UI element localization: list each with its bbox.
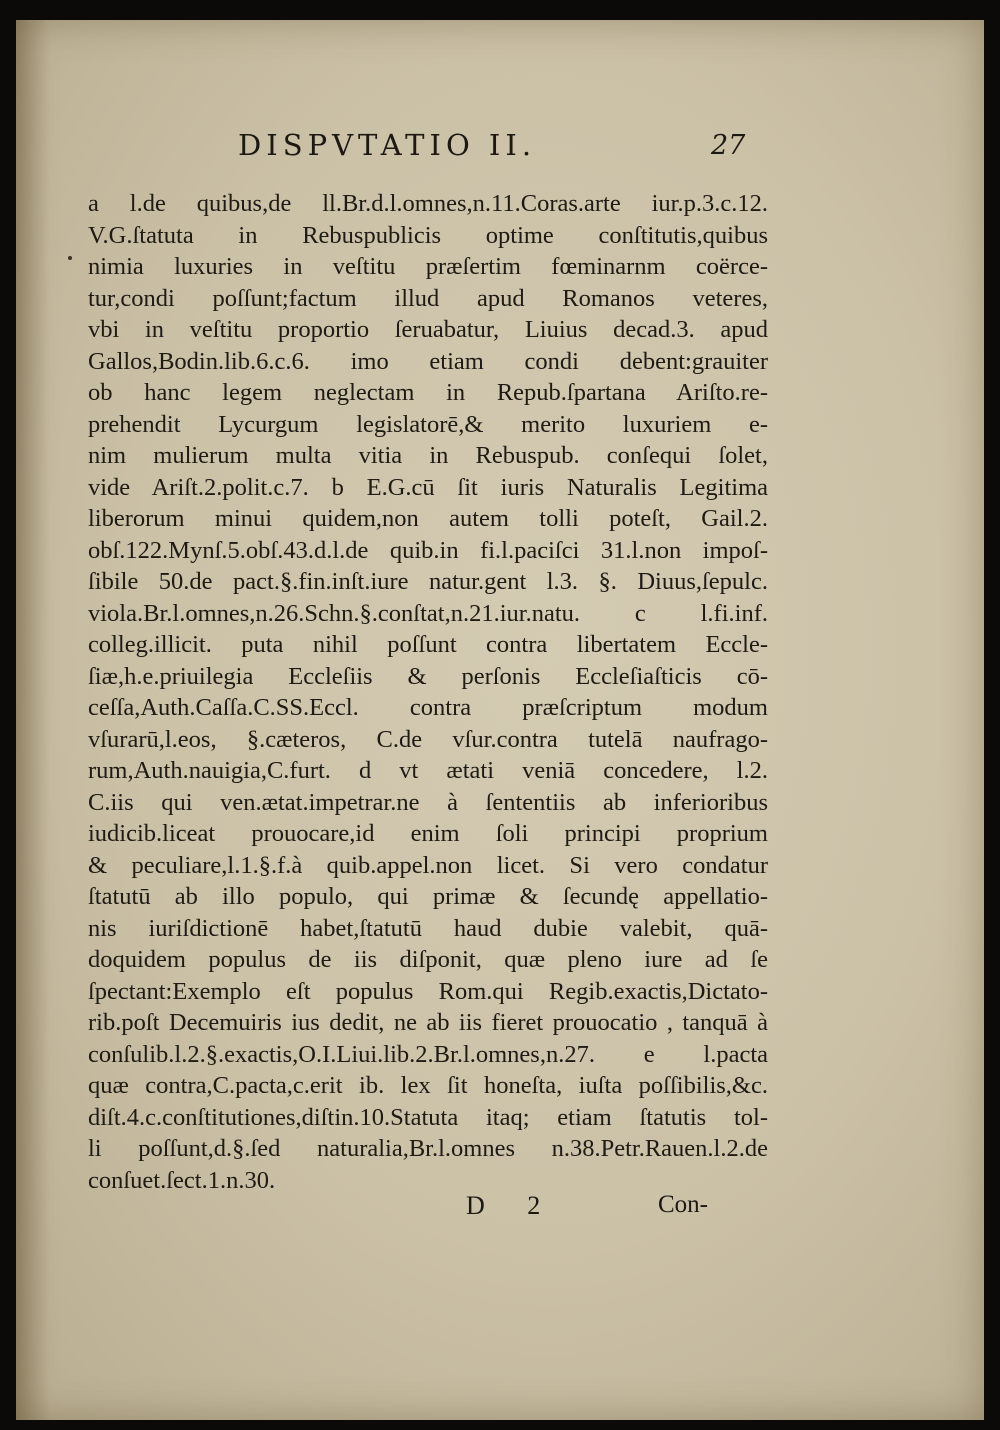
text-line: vbi in veſtitu proportio ſeruabatur, Liuius decad.3. apud — [88, 316, 768, 343]
text-line: nis iuriſdictionē habet,ſtatutū haud dubie valebit, quā- — [88, 914, 768, 942]
text-line: colleg.illicit. puta nihil poſſunt contra libertatem Eccle- — [88, 631, 768, 658]
text-line: conſulib.l.2.§.exactis,O.I.Liui.lib.2.Br.l.omnes,n.27. e l.pacta — [88, 1040, 768, 1068]
text-line: diſt.4.c.conſtitutiones,diſtin.10.Statuta itaq; etiam ſtatutis tol- — [88, 1103, 768, 1131]
text-line: C.iis qui ven.ætat.impetrar.ne à ſententiis ab inferioribus — [88, 788, 768, 816]
text-line: conſuet.ſect.1.n.30. — [88, 1166, 276, 1194]
text-line: ob hanc legem neglectam in Repub.ſpartana Ariſto.re- — [88, 379, 768, 406]
text-line: vide Ariſt.2.polit.c.7. b E.G.cū ſit iuris Naturalis Legitima — [88, 473, 768, 501]
text-line: ſibile 50.de pact.§.fin.inſt.iure natur.gent l.3. §. Diuus,ſepulc. — [88, 568, 768, 595]
text-line: nimia luxuries in veſtitu præſertim fœminarnm coërce- — [88, 253, 768, 280]
text-line: ſpectant:Exemplo eſt populus Rom.qui Regib.exactis,Dictato- — [88, 977, 768, 1005]
running-head — [238, 128, 758, 178]
text-line: nim mulierum multa vitia in Rebuspub. conſequi ſolet, — [88, 442, 768, 469]
text-line: doquidem populus de iis diſponit, quæ pleno iure ad ſe — [88, 946, 768, 973]
page-footer — [0, 1191, 1000, 1231]
catchword: Con- — [658, 1191, 708, 1218]
text-line: iudicib.liceat prouocare,id enim ſoli principi proprium — [88, 820, 768, 847]
running-title: DISPVTATIO II. — [238, 128, 537, 162]
text-line: ſiæ,h.e.priuilegia Eccleſiis & perſonis Eccleſiaſticis cō- — [88, 662, 768, 690]
text-line: V.G.ſtatuta in Rebuspublicis optime conſtitutis,quibus — [88, 221, 768, 249]
text-line: rib.poſt Decemuiris ius dedit, ne ab iis fieret prouocatio , tanquā à — [88, 1009, 768, 1036]
body-text — [88, 188, 768, 1196]
text-line: prehendit Lycurgum legislatorē,& merito luxuriem e- — [88, 410, 768, 438]
text-line: obſ.122.Mynſ.5.obſ.43.d.l.de quib.in fi.l.paciſci 31.l.non impoſ- — [88, 536, 768, 564]
ink-speck — [68, 256, 72, 260]
text-line: rum,Auth.nauigia,C.furt. d vt ætati veniā concedere, l.2. — [88, 757, 768, 784]
text-line: liberorum minui quidem,non autem tolli poteſt, Gail.2. — [88, 505, 768, 532]
text-line: tur,condi poſſunt;factum illud apud Romanos veteres, — [88, 284, 768, 312]
text-line: quæ contra,C.pacta,c.erit ib. lex ſit honeſta, iuſta poſſibilis,&c. — [88, 1072, 768, 1099]
page-number: 27 — [711, 130, 746, 161]
text-line: vſurarū,l.eos, §.cæteros, C.de vſur.contra tutelā naufrago- — [88, 725, 768, 753]
text-line: ſtatutū ab illo populo, qui primæ & ſecundę appellatio- — [88, 883, 768, 910]
text-line: ceſſa,Auth.Caſſa.C.SS.Eccl. contra præſcriptum modum — [88, 694, 768, 721]
text-line: a l.de quibus,de ll.Br.d.l.omnes,n.11.Coras.arte iur.p.3.c.12. — [88, 190, 768, 217]
text-line: li poſſunt,d.§.ſed naturalia,Br.l.omnes n.38.Petr.Rauen.l.2.de — [88, 1135, 768, 1162]
text-line: & peculiare,l.1.§.f.à quib.appel.non licet. Si vero condatur — [88, 851, 768, 879]
signature-mark: D 2 — [466, 1191, 559, 1220]
text-line: Gallos,Bodin.lib.6.c.6. imo etiam condi debent:grauiter — [88, 347, 768, 375]
text-line: viola.Br.l.omnes,n.26.Schn.§.conſtat,n.21.iur.natu. c l.fi.inf. — [88, 599, 768, 627]
